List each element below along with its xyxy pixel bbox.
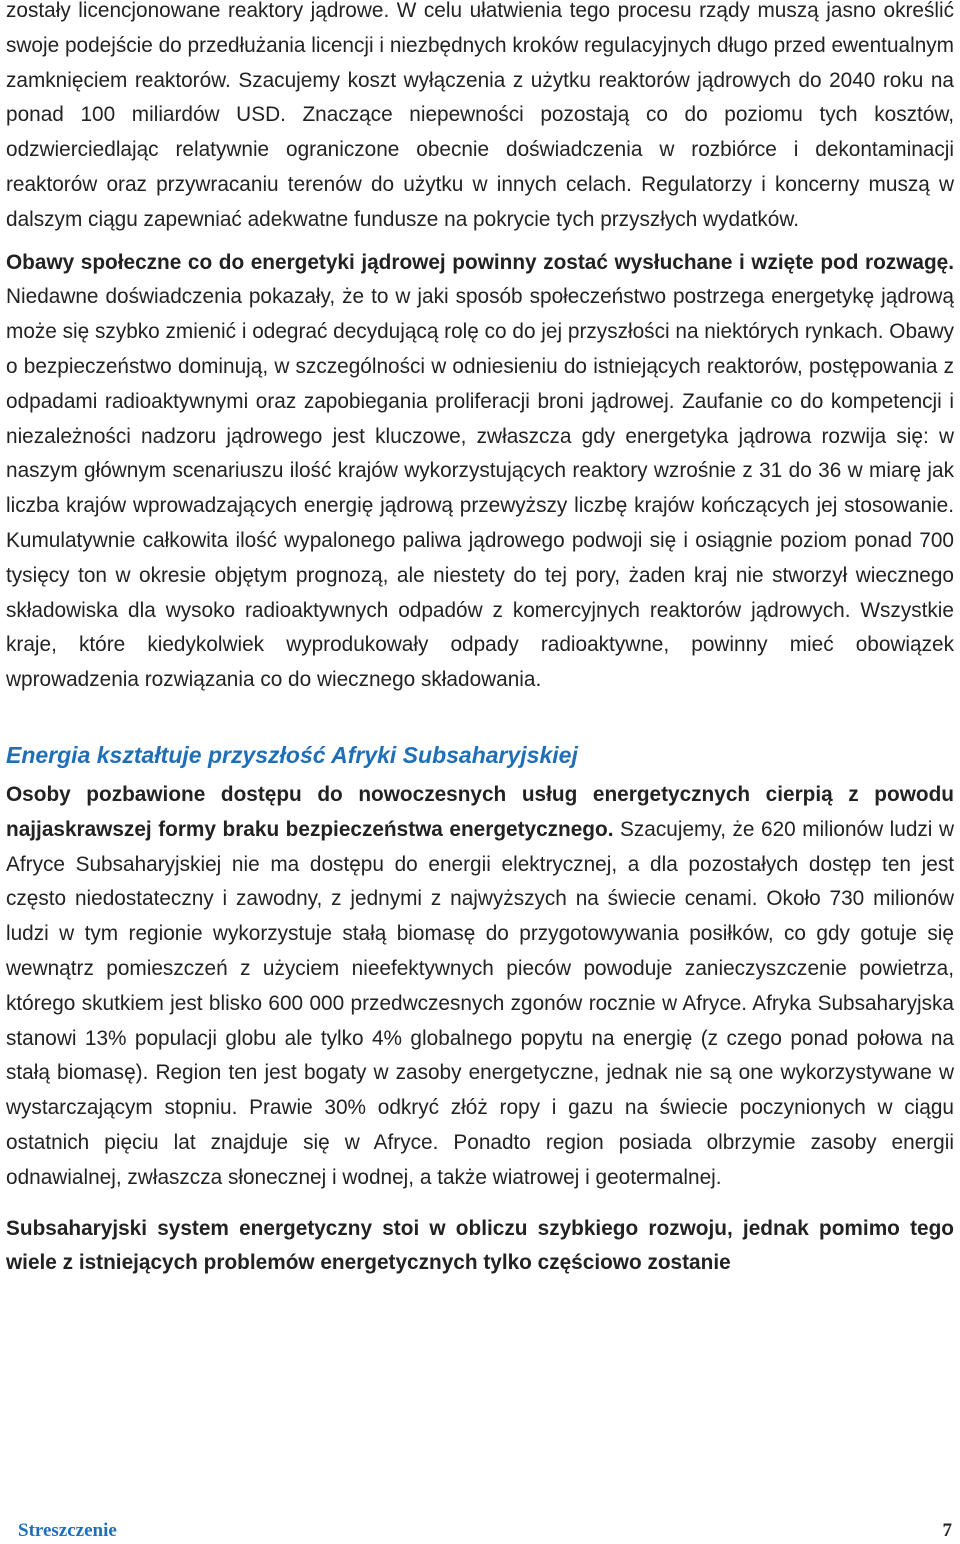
paragraph-lead: Obawy społeczne co do energetyki jądrowej powinny zostać wysłuchane i wzięte pod rozwagę. [6, 250, 954, 274]
page-footer [18, 1520, 952, 1544]
paragraph-lead: Osoby pozbawione dostępu do nowoczesnych usług energetycznych cierpią z powodu najjaskrawszej formy braku bezpieczeństwa energetycznego. [6, 782, 954, 841]
paragraph-lead: Subsaharyjski system energetyczny stoi w obliczu szybkiego rozwoju, jednak pomimo tego wiele z istniejących problemów energetycznych tylko częściowo zostanie [6, 1216, 954, 1275]
paragraph-text: Szacujemy, że 620 milionów ludzi w Afryce Subsaharyjskiej nie ma dostępu do energii elektrycznej, a dla pozostałych dostęp ten jest często niedostateczny i zawodny, z jednymi z najwyższych na świecie cenami. Około 730 milionów ludzi w tym regionie wykorzystuje stałą biomasę do przygotowywania posiłków, co gdy gotuje się wewnątrz pomieszczeń z użyciem nieefektywnych pieców powoduje zanieczyszczenie powietrza, którego skutkiem jest blisko 600 000 przedwczesnych zgonów rocznie w Afryce. Afryka Subsaharyjska stanowi 13% populacji globu ale tylko 4% globalnego popytu na energię (z czego ponad połowa na stałą biomasę). Region ten jest bogaty w zasoby energetyczne, jednak nie są one wykorzystywane w wystarczającym stopniu. Prawie 30% odkryć złóż ropy i gazu na świecie poczynionych w ciągu ostatnich pięciu lat znajduje się w Afryce. Ponadto region posiada olbrzymie zasoby energii odnawialnej, zwłaszcza słonecznej i wodnej, a także wiatrowej i geotermalnej. [6, 817, 954, 1189]
paragraph-text: Niedawne doświadczenia pokazały, że to w jaki sposób społeczeństwo postrzega energetykę jądrową może się szybko zmienić i odegrać decydującą rolę co do jej przyszłości na niektórych rynkach. Obawy o bezpieczeństwo dominują, w szczególności w odniesieniu do istniejących reaktorów, postępowania z odpadami radioaktywnymi oraz zapobiegania proliferacji broni jądrowej. Zaufanie co do kompetencji i niezależności nadzoru jądrowego jest kluczowe, zwłaszcza gdy energetyka jądrowa rozwija się: w naszym głównym scenariuszu ilość krajów wykorzystujących reaktory wzrośnie z 31 do 36 w miarę jak liczba krajów wprowadzających energię jądrową przewyższy liczbę krajów kończących jej stosowanie. Kumulatywnie całkowita ilość wypalonego paliwa jądrowego podwoji się i osiągnie poziom ponad 700 tysięcy ton w okresie objętym prognozą, ale niestety do tej pory, żaden kraj nie stworzył wiecznego składowiska dla wysoko radioaktywnych odpadów z komercyjnych reaktorów jądrowych. Wszystkie kraje, które kiedykolwiek wyprodukowały odpady radioaktywne, powinny mieć obowiązek wprowadzenia rozwiązania co do wiecznego składowania. [6, 285, 954, 692]
paragraph-public-concerns [6, 246, 954, 698]
page-number: 7 [942, 1520, 952, 1541]
paragraph-energy-access [6, 778, 954, 1196]
paragraph-energy-system [6, 1212, 954, 1282]
footer-title: Streszczenie [18, 1520, 117, 1541]
section-heading: Energia kształtuje przyszłość Afryki Subsaharyjskiej [6, 741, 578, 768]
document-page [6, 0, 954, 1281]
paragraph-nuclear-decommissioning [6, 0, 954, 238]
paragraph-text: zostały licencjonowane reaktory jądrowe. W celu ułatwienia tego procesu rządy muszą jasno określić swoje podejście do przedłużania licencji i niezbędnych kroków regulacyjnych długo przed ewentualnym zamknięciem reaktorów. Szacujemy koszt wyłączenia z użytku reaktorów jądrowych do 2040 roku na ponad 100 miliardów USD. Znaczące niepewności pozostają co do poziomu tych kosztów, odzwierciedlając relatywnie ograniczone obecnie doświadczenia w rozbiórce i dekontaminacji reaktorów oraz przywracaniu terenów do użytku w innych celach. Regulatorzy i koncerny muszą w dalszym ciągu zapewniać adekwatne fundusze na pokrycie tych przyszłych wydatków. [6, 0, 954, 231]
